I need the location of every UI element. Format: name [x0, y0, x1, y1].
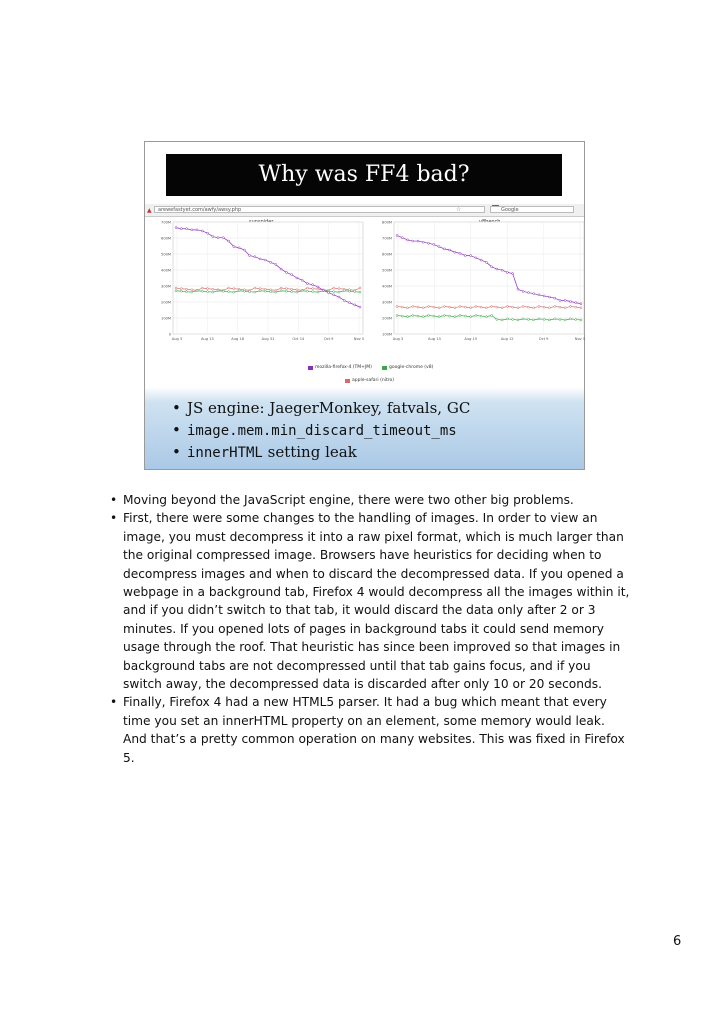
right-data-point [512, 318, 514, 320]
right-data-point [501, 319, 503, 321]
legend-swatch [382, 366, 387, 370]
left-data-point [233, 246, 235, 248]
left-data-point [238, 247, 240, 249]
left-data-point [196, 290, 198, 292]
right-data-point [512, 306, 514, 308]
left-data-point [233, 288, 235, 290]
chart-legend [145, 364, 584, 388]
left-data-point [180, 228, 182, 230]
right-data-point [449, 315, 451, 317]
left-data-point [270, 261, 272, 263]
right-data-point [438, 316, 440, 318]
left-data-point [291, 274, 293, 276]
right-data-point [491, 305, 493, 307]
left-xtick-label: Oct 9 [323, 337, 334, 341]
right-data-point [580, 303, 582, 305]
right-data-point [538, 294, 540, 296]
right-data-point [506, 271, 508, 273]
left-data-point [207, 232, 209, 234]
left-data-point [301, 279, 303, 281]
right-data-point [580, 307, 582, 309]
left-xtick-label: Aug 3 [171, 337, 183, 341]
right-data-point [559, 299, 561, 301]
left-data-point [285, 271, 287, 273]
right-data-point [533, 307, 535, 309]
left-xtick-label: Aug 13 [200, 337, 214, 341]
right-data-point [496, 306, 498, 308]
legend-swatch [308, 366, 313, 370]
right-data-point [480, 259, 482, 261]
left-data-point [212, 291, 214, 293]
right-data-point [470, 307, 472, 309]
left-data-point [333, 291, 335, 293]
left-data-point [191, 289, 193, 291]
left-data-point [354, 291, 356, 293]
left-data-point [317, 286, 319, 288]
legend-item-firefox: mozilla-firefox-4 (TM+JM) [308, 365, 372, 370]
right-data-point [517, 307, 519, 309]
right-data-point [464, 315, 466, 317]
left-data-point [322, 289, 324, 291]
left-data-point [296, 291, 298, 293]
left-data-point [264, 259, 266, 261]
left-data-point [243, 249, 245, 251]
right-xtick-label: Aug 13 [428, 337, 441, 341]
left-xtick-label: Aug 31 [261, 337, 275, 341]
left-data-point [291, 288, 293, 290]
right-data-point [396, 234, 398, 236]
right-data-point [543, 295, 545, 297]
left-ytick-label: 700M [161, 220, 171, 225]
left-ytick-label: 300M [161, 284, 171, 289]
right-data-point [575, 306, 577, 308]
right-data-point [522, 305, 524, 307]
right-data-point [396, 305, 398, 307]
right-xtick-label: Oct 9 [538, 337, 549, 341]
left-data-point [296, 277, 298, 279]
left-data-point [228, 240, 230, 242]
right-data-point [443, 305, 445, 307]
right-data-point [464, 255, 466, 257]
right-data-point [569, 301, 571, 303]
right-data-point [428, 305, 430, 307]
left-data-point [359, 287, 361, 289]
slide [144, 141, 585, 470]
left-data-point [327, 292, 329, 294]
right-ytick-label: 700M [382, 236, 392, 241]
left-data-point [306, 290, 308, 292]
left-data-point [196, 229, 198, 231]
right-ytick-label: 400M [382, 284, 392, 289]
left-data-point [249, 255, 251, 257]
slide-title: Why was FF4 bad? [166, 154, 562, 196]
right-data-point [449, 306, 451, 308]
right-data-point [396, 315, 398, 317]
legend-swatch [345, 379, 350, 383]
left-data-point [249, 291, 251, 293]
left-data-point [317, 291, 319, 293]
left-data-point [180, 288, 182, 290]
right-data-point [407, 316, 409, 318]
right-data-point [564, 307, 566, 309]
right-data-point [422, 307, 424, 309]
note-item: • First, there were some changes to the handling of images. In order to view an image, you must decompress it into a raw pixel format, which is much larger than the original compressed image. Browsers have heuristics for deciding when to decompress images and when to discard the decompressed data. If you opened a webpage in a background tab, Firefox 4 would decompress all the images within it, and if you didn’t switch to that tab, it would discard the data only after 2 or 3 minutes. If you opened lots of pages in background tabs it could send memory usage through the roof. That heuristic has since been improved so that images in background tabs are not decompressed until that tab gains focus, and if you switch away, the decompressed data is discarded after only 10 or 20 seconds. [110, 509, 630, 693]
right-data-point [491, 315, 493, 317]
left-data-point [175, 287, 177, 289]
right-data-point [412, 315, 414, 317]
legend-item-safari: apple-safari (nitro) [345, 378, 394, 383]
right-data-point [480, 315, 482, 317]
right-data-point [485, 316, 487, 318]
left-data-point [212, 288, 214, 290]
left-data-point [270, 291, 272, 293]
note-item: • Finally, Firefox 4 had a new HTML5 parser. It had a bug which meant that every time you set an innerHTML property on an element, some memory would leak. And that’s a pretty common operation on many websites. This was fixed in Firefox 5. [110, 693, 630, 767]
right-data-point [569, 318, 571, 320]
left-data-point [359, 306, 361, 308]
left-data-point [359, 291, 361, 293]
left-data-point [343, 290, 345, 292]
left-data-point [186, 288, 188, 290]
right-data-point [538, 318, 540, 320]
right-data-point [564, 319, 566, 321]
left-data-point [238, 290, 240, 292]
left-data-point [338, 288, 340, 290]
left-data-point [254, 287, 256, 289]
right-data-point [485, 261, 487, 263]
left-data-point [280, 287, 282, 289]
right-data-point [464, 306, 466, 308]
right-data-point [433, 306, 435, 308]
left-data-point [233, 291, 235, 293]
right-data-point [407, 239, 409, 241]
right-data-point [401, 306, 403, 308]
left-data-point [306, 283, 308, 285]
left-data-point [222, 237, 224, 239]
left-ytick-label: 100M [161, 316, 171, 321]
left-ytick-label: 500M [161, 252, 171, 257]
right-data-point [527, 306, 529, 308]
right-data-point [527, 292, 529, 294]
right-data-point [480, 306, 482, 308]
left-data-point [175, 227, 177, 229]
search-input[interactable]: Google [490, 206, 574, 213]
left-data-point [259, 290, 261, 292]
right-data-point [559, 306, 561, 308]
right-data-point [554, 318, 556, 320]
right-data-point [485, 307, 487, 309]
right-data-point [517, 319, 519, 321]
left-data-point [201, 290, 203, 292]
right-ytick-label: 500M [382, 268, 392, 273]
right-data-point [443, 315, 445, 317]
left-data-point [201, 287, 203, 289]
bullet-js-engine: • JS engine: JaegerMonkey, fatvals, GC [167, 397, 470, 419]
right-data-point [470, 255, 472, 257]
right-data-point [506, 318, 508, 320]
right-data-point [548, 296, 550, 298]
right-data-point [459, 252, 461, 254]
right-data-point [527, 318, 529, 320]
right-xtick-label: Aug 15 [464, 337, 478, 341]
right-data-point [433, 315, 435, 317]
left-xtick-label: Nov 5 [353, 337, 365, 341]
right-data-point [459, 315, 461, 317]
right-data-point [575, 318, 577, 320]
right-data-point [422, 241, 424, 243]
left-data-point [175, 290, 177, 292]
right-xtick-label: Nov 5 [574, 337, 586, 341]
left-data-point [254, 256, 256, 258]
left-data-point [333, 294, 335, 296]
legend-item-chrome: google-chrome (v8) [382, 365, 433, 370]
right-data-point [438, 246, 440, 248]
left-data-point [186, 291, 188, 293]
left-data-point [280, 290, 282, 292]
left-ytick-label: 200M [161, 300, 171, 305]
right-data-point [475, 305, 477, 307]
right-data-point [449, 249, 451, 251]
left-data-point [217, 237, 219, 239]
right-data-point [401, 315, 403, 317]
right-data-point [491, 266, 493, 268]
right-data-point [454, 307, 456, 309]
right-data-point [475, 257, 477, 259]
left-data-point [228, 291, 230, 293]
left-data-point [275, 264, 277, 266]
left-data-point [338, 296, 340, 298]
right-ytick-label: 200M [382, 316, 392, 321]
left-data-point [312, 288, 314, 290]
right-data-point [501, 269, 503, 271]
left-data-point [343, 299, 345, 301]
left-data-point [312, 284, 314, 286]
left-data-point [333, 287, 335, 289]
star-icon[interactable]: ☆ [456, 206, 462, 213]
right-data-point [543, 306, 545, 308]
right-data-point [554, 297, 556, 299]
left-data-point [180, 290, 182, 292]
left-data-point [354, 304, 356, 306]
left-data-point [254, 291, 256, 293]
right-data-point [548, 319, 550, 321]
right-data-point [564, 299, 566, 301]
left-data-point [191, 291, 193, 293]
right-data-point [533, 293, 535, 295]
left-data-point [348, 302, 350, 304]
left-data-point [243, 290, 245, 292]
left-xtick-label: Aug 18 [231, 337, 245, 341]
left-data-point [296, 289, 298, 291]
right-data-point [422, 316, 424, 318]
left-ytick-label: 400M [161, 268, 171, 273]
right-data-point [412, 240, 414, 242]
right-data-point [496, 318, 498, 320]
right-data-point [438, 307, 440, 309]
left-data-point [285, 288, 287, 290]
left-data-point [285, 290, 287, 292]
left-data-point [222, 290, 224, 292]
left-ytick-label: 600M [161, 236, 171, 241]
left-data-point [264, 290, 266, 292]
right-data-point [443, 248, 445, 250]
right-data-point [417, 306, 419, 308]
left-data-point [259, 258, 261, 260]
left-data-point [207, 288, 209, 290]
left-data-point [317, 288, 319, 290]
right-data-point [538, 305, 540, 307]
slide-bullets [167, 397, 470, 463]
left-data-point [259, 288, 261, 290]
right-data-point [428, 242, 430, 244]
left-data-point [312, 291, 314, 293]
right-data-point [522, 318, 524, 320]
right-data-point [512, 273, 514, 275]
right-data-point [428, 315, 430, 317]
right-xtick-label: Aug 12 [500, 337, 514, 341]
right-xtick-label: Aug 3 [392, 337, 404, 341]
left-data-point [280, 268, 282, 270]
right-data-point [401, 237, 403, 239]
left-data-point [186, 228, 188, 230]
left-data-point [212, 236, 214, 238]
right-data-point [559, 318, 561, 320]
left-ytick-label: 0 [168, 332, 171, 337]
left-data-point [207, 291, 209, 293]
bullet-image-pref: • image.mem.min_discard_timeout_ms [167, 419, 470, 441]
left-data-point [228, 287, 230, 289]
right-data-point [580, 319, 582, 321]
left-data-point [348, 290, 350, 292]
right-data-point [543, 318, 545, 320]
url-bar[interactable]: arewefastyet.com/awfy/awsy.php [154, 206, 485, 213]
left-data-point [306, 287, 308, 289]
left-data-point [191, 229, 193, 231]
right-data-point [459, 305, 461, 307]
right-data-point [433, 243, 435, 245]
right-data-point [569, 305, 571, 307]
left-data-point [301, 290, 303, 292]
favicon-icon: ▲ [147, 207, 152, 214]
right-data-point [470, 316, 472, 318]
right-ytick-label: 100M [382, 332, 392, 337]
right-data-point [417, 240, 419, 242]
right-ytick-label: 800M [382, 220, 392, 225]
charts-svg [145, 218, 584, 364]
right-data-point [554, 305, 556, 307]
right-data-point [548, 307, 550, 309]
right-data-point [517, 288, 519, 290]
left-data-point [217, 290, 219, 292]
bullet-innerhtml: • innerHTML setting leak [167, 441, 470, 463]
right-data-point [475, 315, 477, 317]
right-data-point [575, 302, 577, 304]
note-item: • Moving beyond the JavaScript engine, there were two other big problems. [110, 491, 630, 509]
right-data-point [506, 305, 508, 307]
right-data-point [522, 290, 524, 292]
right-data-point [496, 268, 498, 270]
right-ytick-label: 600M [382, 252, 392, 257]
right-data-point [501, 307, 503, 309]
left-data-point [201, 230, 203, 232]
left-data-point [275, 291, 277, 293]
left-data-point [264, 288, 266, 290]
left-data-point [338, 291, 340, 293]
right-data-point [454, 316, 456, 318]
page-number: 6 [673, 934, 682, 949]
speaker-notes [110, 491, 630, 767]
left-data-point [291, 291, 293, 293]
right-data-point [417, 315, 419, 317]
browser-toolbar [145, 204, 584, 217]
right-data-point [412, 305, 414, 307]
right-data-point [533, 319, 535, 321]
right-data-point [454, 251, 456, 253]
left-xtick-label: Oct 14 [292, 337, 305, 341]
right-data-point [407, 307, 409, 309]
memory-charts [145, 218, 584, 388]
right-ytick-label: 300M [382, 300, 392, 305]
